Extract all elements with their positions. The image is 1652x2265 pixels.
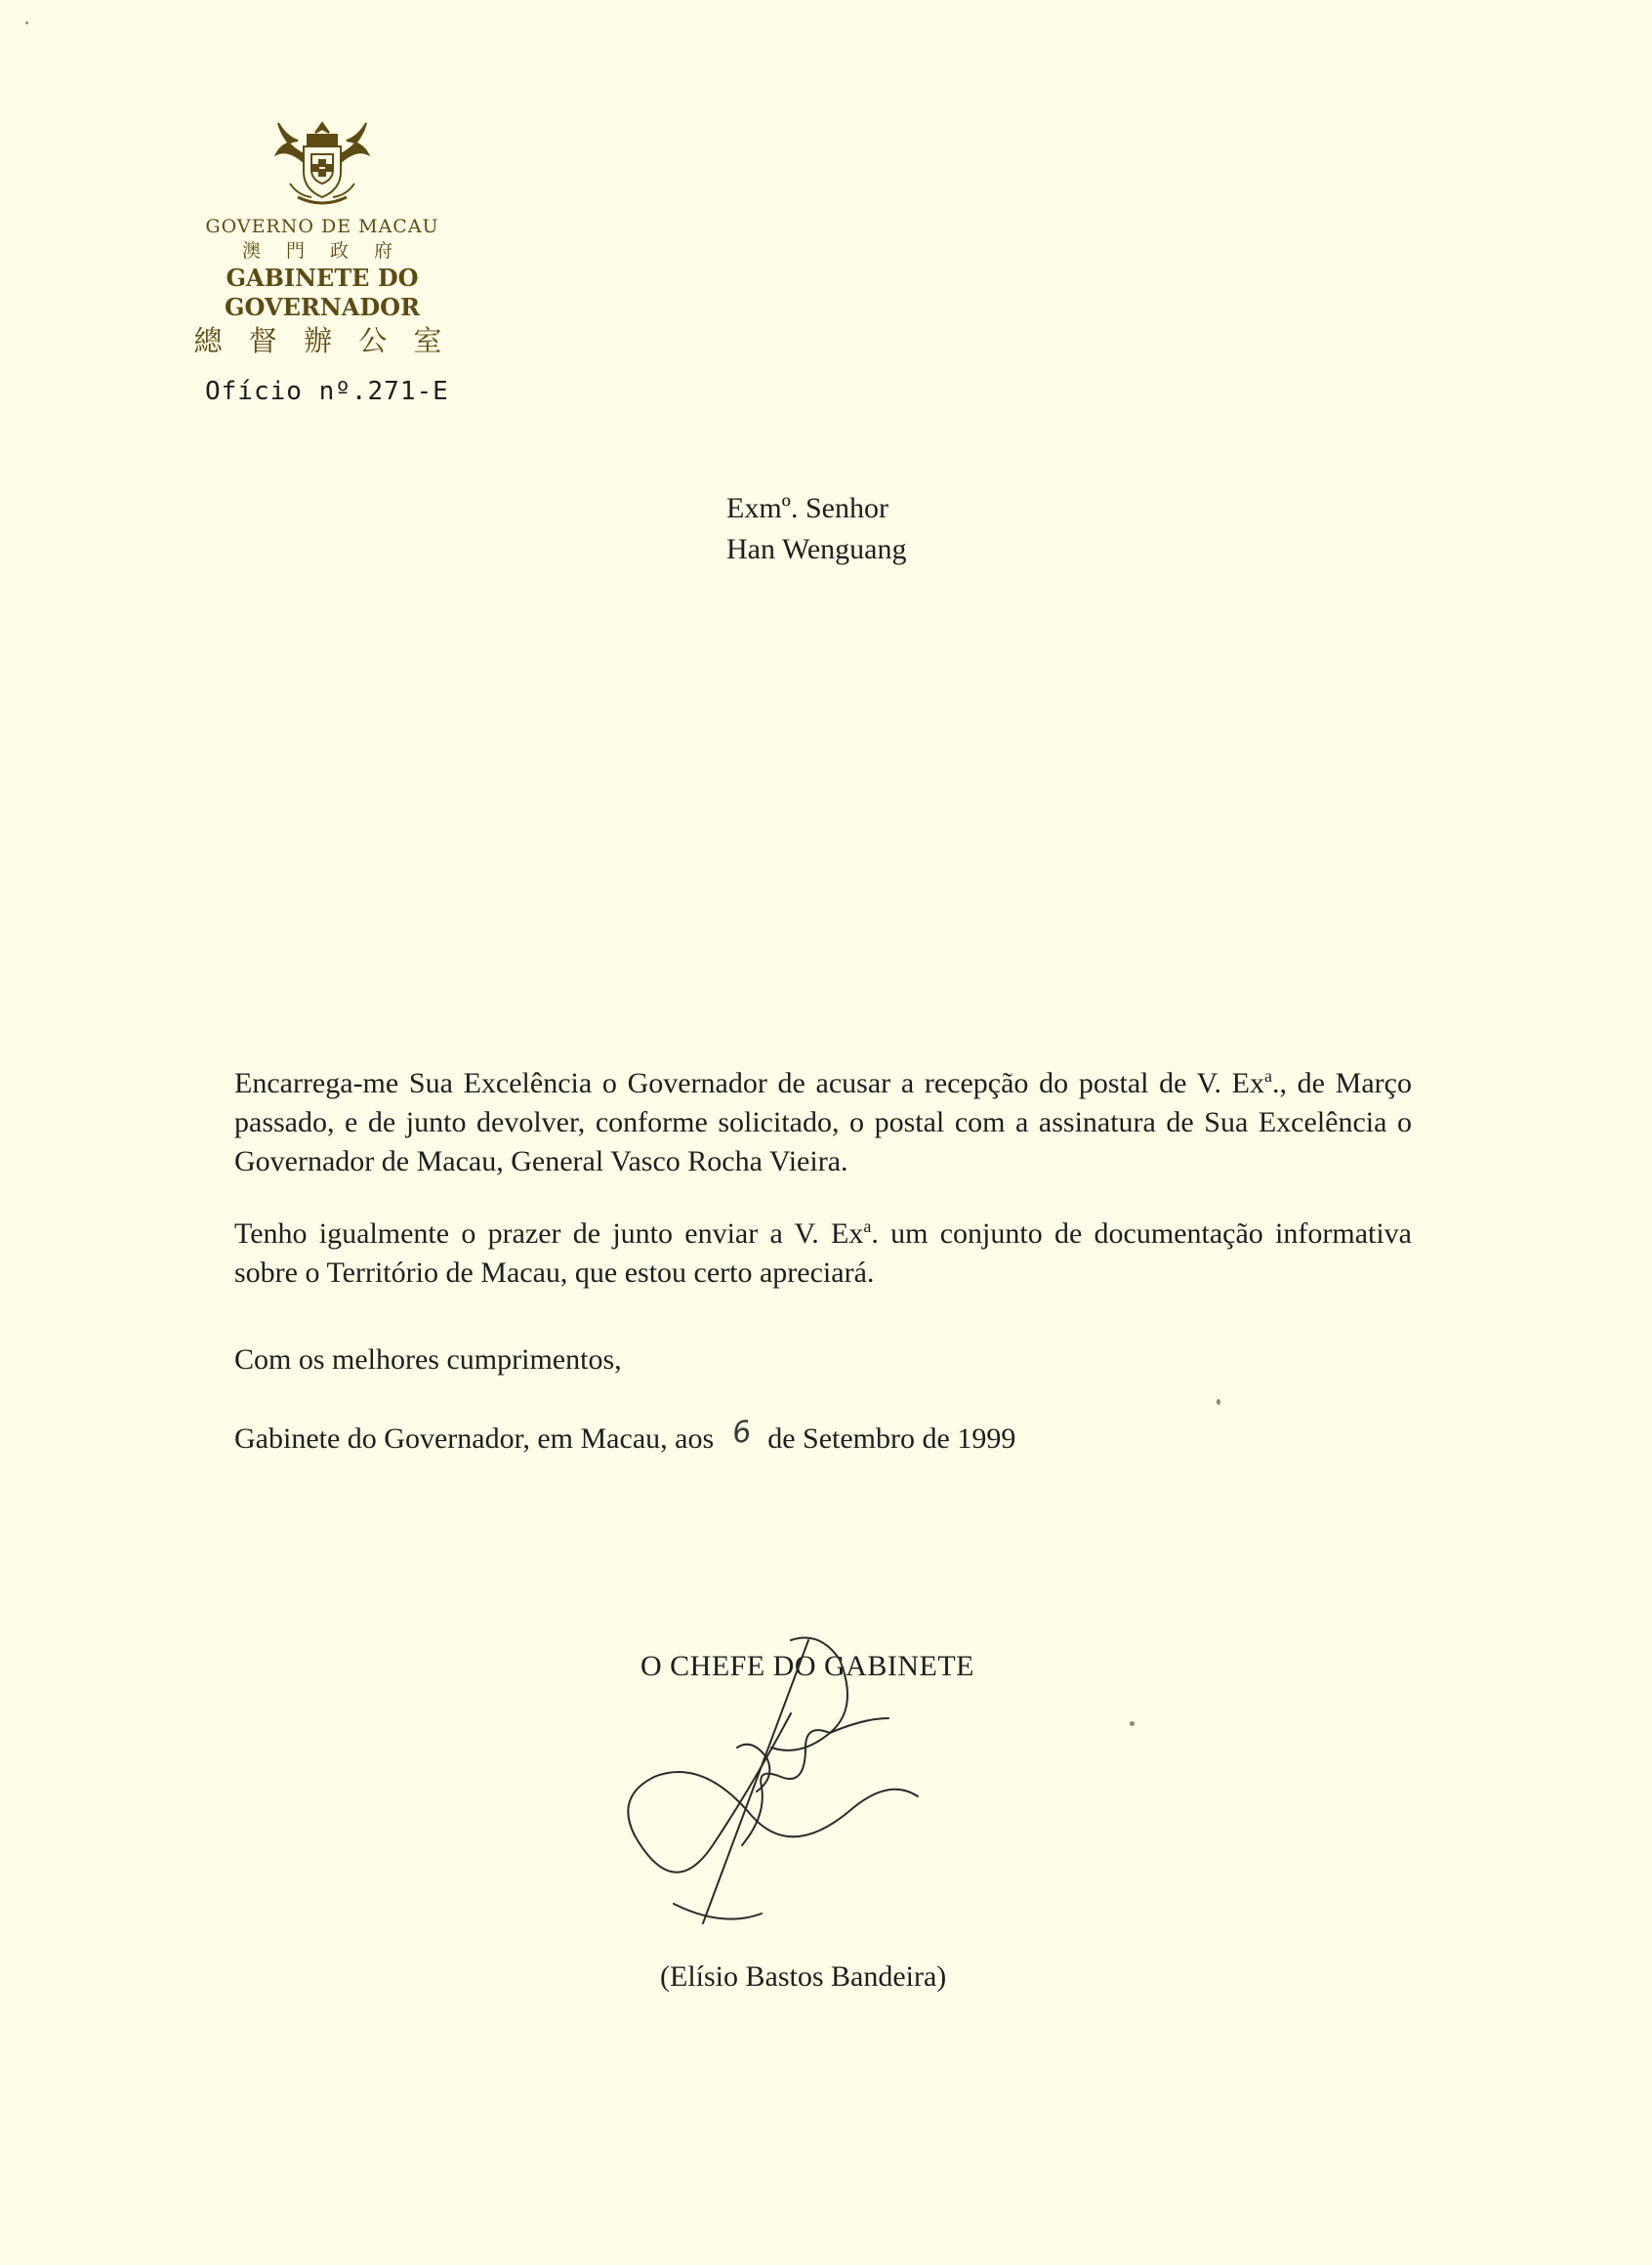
dateline — [234, 1414, 1016, 1456]
letterhead — [127, 115, 517, 359]
paper-speck — [1130, 1721, 1135, 1726]
letterhead-office: GABINETE DO GOVERNADOR — [224, 264, 421, 321]
body-paragraph-2-text: Tenho igualmente o prazer de junto enviar a V. Ex — [234, 1217, 864, 1250]
coat-of-arms-icon — [268, 115, 376, 209]
handwritten-signature — [596, 1621, 1006, 1943]
letter-body — [234, 1064, 1412, 1326]
paper-speck — [25, 21, 28, 24]
body-paragraph-1 — [234, 1064, 1412, 1181]
body-paragraph-1-text: Encarrega-me Sua Excelência o Governador de acusar a recepção do postal de V. Ex — [234, 1067, 1264, 1099]
recipient-block — [726, 488, 906, 570]
body-paragraph-2-text-end: . um conjunto de documentação informativa sobre o Território de Macau, que estou certo apreciará. — [234, 1217, 1412, 1289]
letterhead-government: GOVERNO DE MACAU — [205, 216, 439, 237]
signer-name: (Elísio Bastos Bandeira) — [660, 1960, 947, 1993]
handwritten-day: 6 — [729, 1414, 754, 1452]
body-paragraph-1-text-end: ., de Março passado, e de junto devolver, conforme solicitado, o postal com a assinatura de Sua Excelência o Governador de Macau, General Vasco Rocha Vieira. — [234, 1067, 1412, 1177]
dateline-prefix: Gabinete do Governador, em Macau, aos — [234, 1422, 715, 1455]
superscript: a — [1263, 1066, 1272, 1086]
body-paragraph-2 — [234, 1215, 1412, 1293]
signature-title: O CHEFE DO GABINETE — [640, 1650, 974, 1682]
closing: Com os melhores cumprimentos, — [234, 1343, 622, 1376]
reference-number: Ofício nº.271-E — [205, 377, 449, 406]
recipient-salutation: Exmº. Senhor — [726, 492, 888, 524]
letterhead-government-cjk: 澳 門 政 府 — [241, 240, 403, 262]
paper-speck — [1217, 1399, 1220, 1405]
dateline-suffix: de Setembro de 1999 — [767, 1422, 1016, 1455]
letterhead-office-cjk: 總 督 辦 公 室 — [193, 324, 451, 357]
recipient-name: Han Wenguang — [726, 533, 907, 565]
superscript: a — [863, 1216, 872, 1236]
